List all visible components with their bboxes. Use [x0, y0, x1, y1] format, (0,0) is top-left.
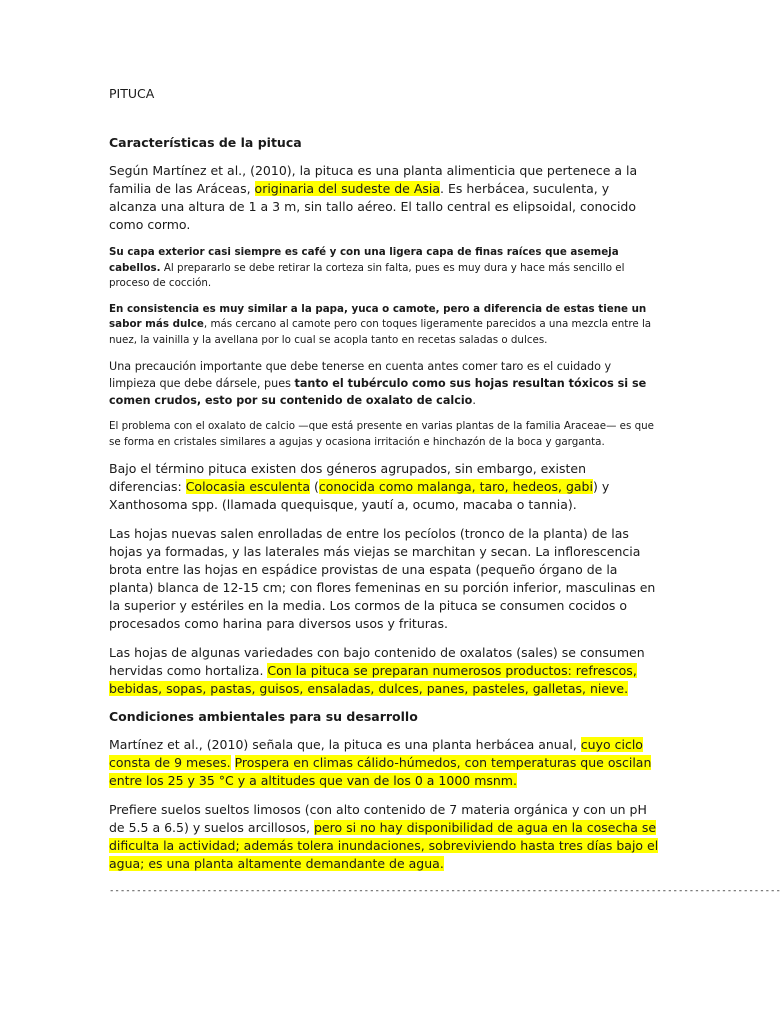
paragraph-5: El problema con el oxalato de calcio —que está presente en varias plantas de la familia Araceae— es que se forma en cristales similares a agujas y ocasiona irritación e hinchazón de la boca y garganta. [109, 420, 655, 448]
highlighted-text: originaria del sudeste de Asia [254, 181, 441, 196]
text-run: Las hojas de algunas variedades con bajo contenido de oxalatos (sales) se consumen hervidas como hortaliza. [109, 645, 645, 678]
paragraph-6 [109, 460, 659, 514]
highlighted-text: Prospera en climas cálido-húmedos, con temperaturas que oscilan entre los 25 y 35 °C y a altitudes que van de los 0 a 1000 msnm. [109, 755, 652, 788]
paragraph-8 [109, 644, 659, 698]
bold-text: tanto el tubérculo como sus hojas resultan tóxicos si se comen crudos, esto por su contenido de oxalato de calcio [109, 377, 647, 407]
paragraph-9 [109, 736, 659, 790]
paragraph-10 [109, 801, 659, 873]
bold-text: Su capa exterior casi siempre es café y con una ligera capa de finas raíces que asemeja cabellos. [109, 246, 619, 274]
text-run: . Es herbácea, suculenta, y alcanza una altura de 1 a 3 m, sin tallo aéreo. El tallo central es elipsoidal, conocido como cormo. [109, 181, 637, 232]
text-run: Martínez et al., (2010) señala que, la pituca es una planta herbácea anual, [109, 737, 581, 752]
text-run [231, 755, 235, 770]
highlighted-text: Colocasia esculenta [185, 479, 310, 494]
section-heading-condiciones: Condiciones ambientales para su desarrollo [109, 709, 418, 724]
text-run: Al prepararlo se debe retirar la corteza sin falta, pues es muy dura y hace más sencillo el proceso de cocción. [109, 261, 625, 289]
text-run: , más cercano al camote pero con toques ligeramente parecidos a una mezcla entre la nuez, la vainilla y la avellana por lo cual se acopla tanto en recetas saladas o dulces. [109, 318, 652, 346]
paragraph-2 [109, 245, 659, 292]
text-run: ) y Xanthosoma spp. (llamada quequisque, yautí a, ocumo, macaba o tannia). [109, 479, 610, 512]
text-run: ( [309, 479, 319, 494]
text-run: . [472, 394, 476, 407]
dashed-divider: ---------------------------------------------------------------------------------------------------------------------------- [109, 886, 781, 896]
highlighted-text: Con la pituca se preparan numerosos productos: refrescos, bebidas, sopas, pastas, guisos, ensaladas, dulces, panes, pasteles, galletas, nieve. [109, 663, 637, 696]
bold-text: En consistencia es muy similar a la papa, yuca o camote, pero a diferencia de estas tiene un sabor más dulce [109, 302, 647, 330]
text-run: Una precaución importante que debe tenerse en cuenta antes comer taro es el cuidado y limpieza que debe dársele, pues [109, 360, 612, 390]
text-run: Prefiere suelos sueltos limosos (con alto contenido de 7 materia orgánica y con un pH de 5.5 a 6.5) y suelos arcillosos, [109, 802, 647, 835]
paragraph-1 [109, 162, 659, 234]
highlighted-text: cuyo ciclo consta de 9 meses. [109, 737, 643, 770]
highlighted-text: pero si no hay disponibilidad de agua en la cosecha se dificulta la actividad; además tolera inundaciones, sobreviviendo hasta tres días bajo el agua; es una planta altamente demandante de agua. [109, 820, 659, 871]
section-heading-caracteristicas: Características de la pituca [109, 135, 302, 150]
document-title: PITUCA [109, 86, 155, 101]
paragraph-7: Las hojas nuevas salen enrolladas de entre los pecíolos (tronco de la planta) de las hojas ya formadas, y las laterales más viejas se marchitan y secan. La inflorescencia brota entre las hojas en espádice provistas de una espata (pequeño órgano de la planta) blanca de 12-15 cm; con flores femeninas en su porción inferior, masculinas en la superior y estériles en la media. Los cormos de la pituca se consumen cocidos o procesados como harina para diversos usos y frituras. [109, 526, 656, 631]
document-page [109, 86, 659, 884]
paragraph-4 [109, 358, 659, 409]
paragraph-3 [109, 302, 659, 349]
text-run: Según Martínez et al., (2010), la pituca es una planta alimenticia que pertenece a la familia de las Aráceas, [109, 163, 638, 196]
text-run: Bajo el término pituca existen dos géneros agrupados, sin embargo, existen diferencias: [109, 461, 587, 494]
highlighted-text: conocida como malanga, taro, hedeos, gabi [318, 479, 593, 494]
